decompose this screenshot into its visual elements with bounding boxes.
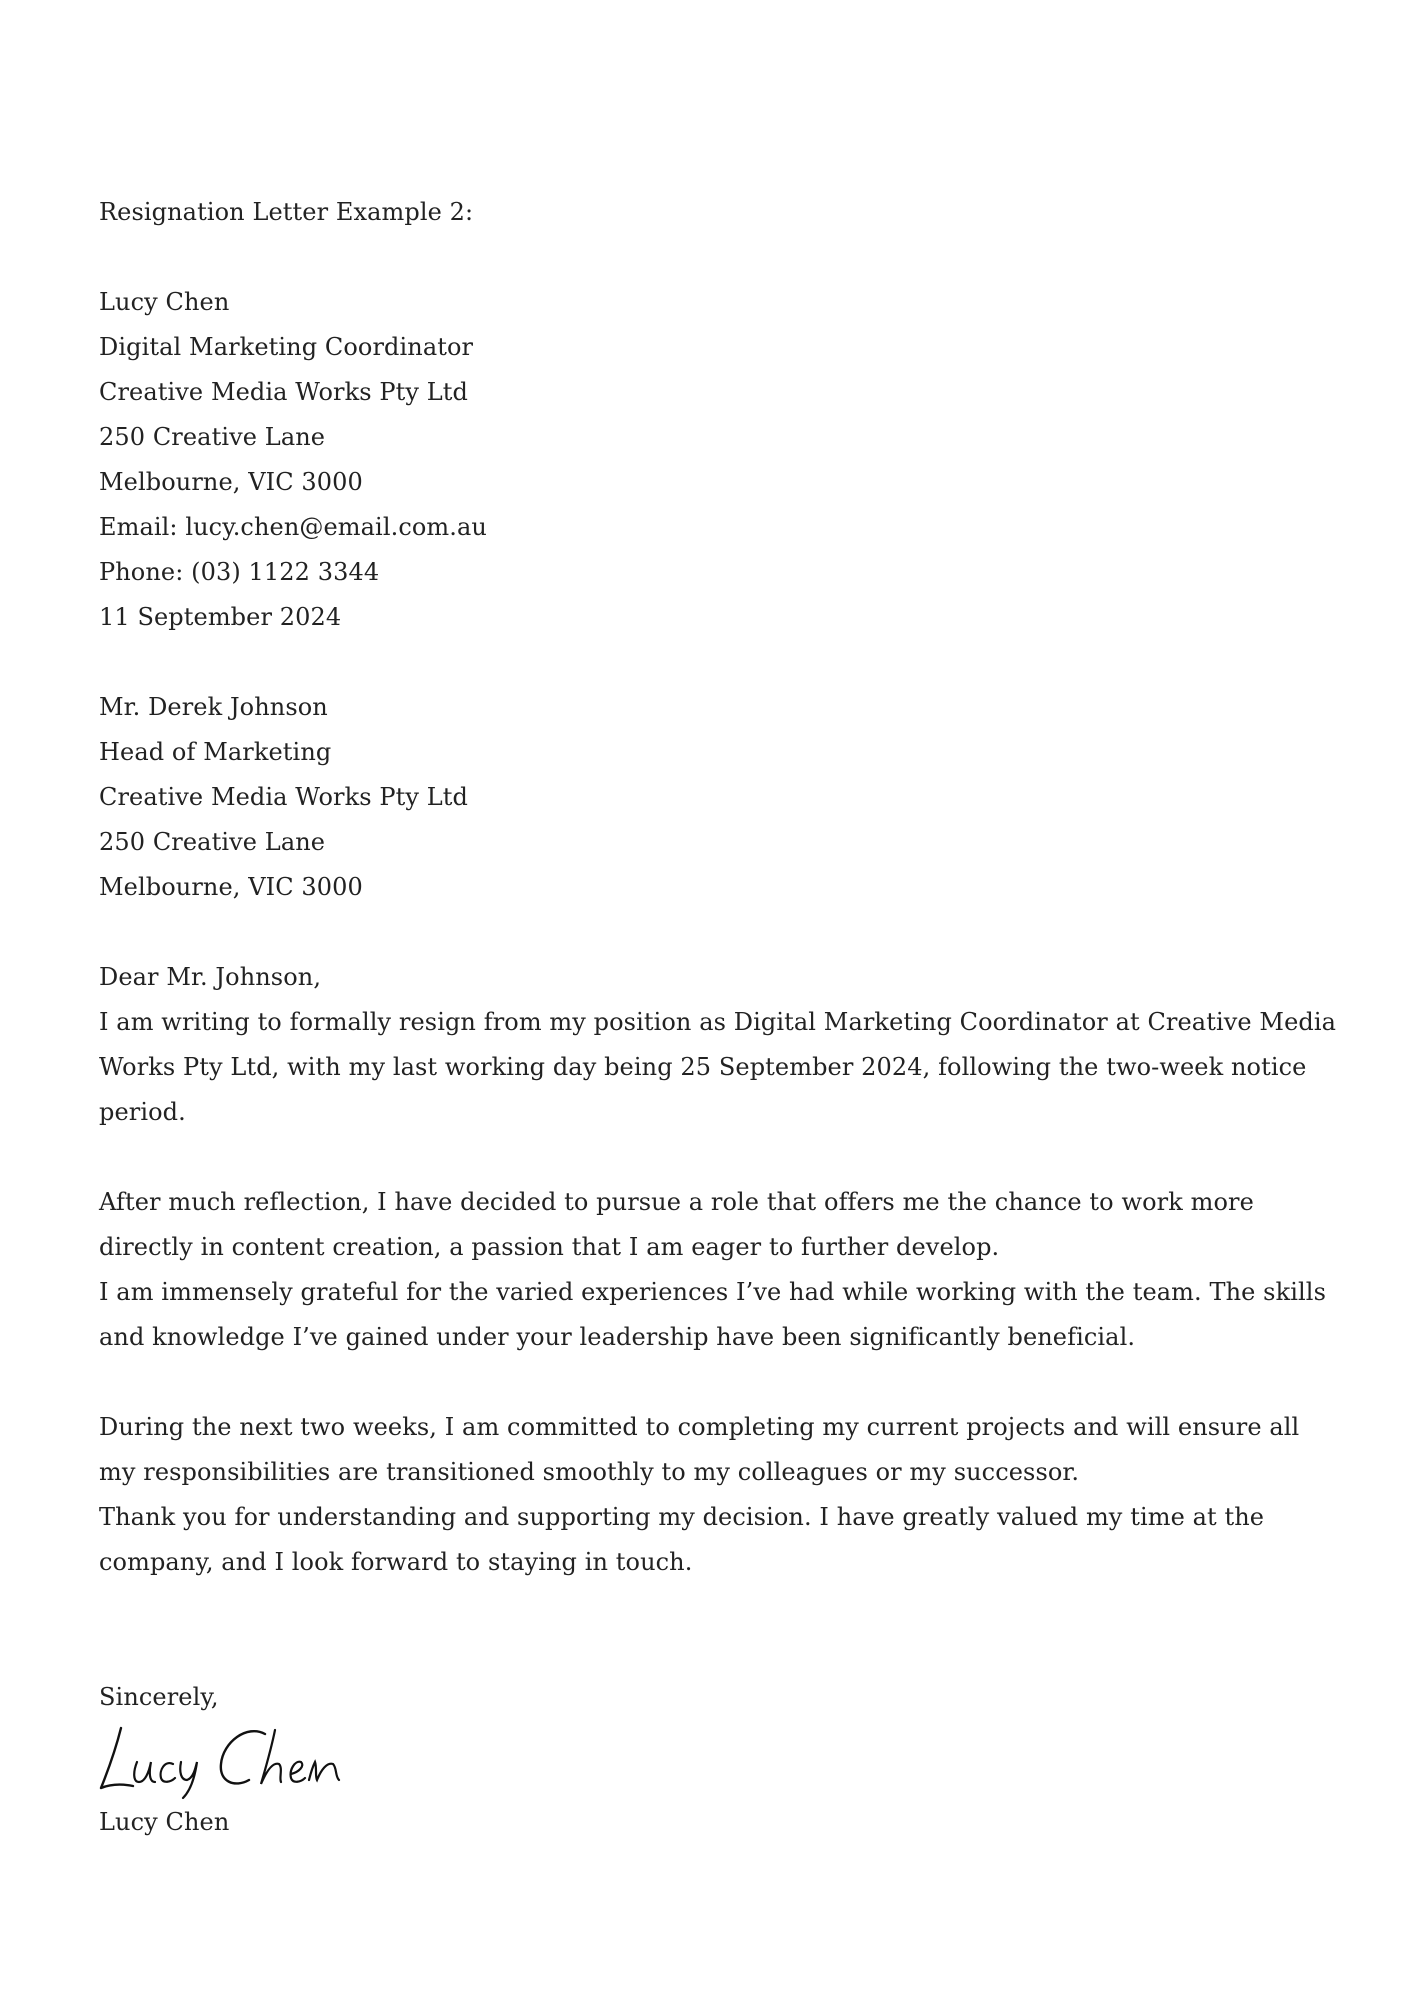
body-paragraph-2: After much reflection, I have decided to pursue a role that offers me the chance to work more directly in content creation, a passion that I am eager to further develop. [99,1188,1254,1261]
sender-phone: Phone: (03) 1122 3344 [99,558,380,586]
sender-company: Creative Media Works Pty Ltd [99,378,468,406]
body-paragraph-4: During the next two weeks, I am committed to completing my current projects and will ensure all my responsibilities are transitioned smoothly to my colleagues or my successor. [99,1413,1300,1486]
sender-email: Email: lucy.chen@email.com.au [99,513,487,541]
letter-page [99,190,1339,1845]
sender-name: Lucy Chen [99,288,230,316]
letter-body [99,955,1339,1585]
recipient-name: Mr. Derek Johnson [99,693,328,721]
handwritten-signature [99,1720,399,1800]
document-heading: Resignation Letter Example 2: [99,198,474,226]
recipient-street: 250 Creative Lane [99,828,326,856]
recipient-title: Head of Marketing [99,738,332,766]
spacer [99,1135,1339,1180]
closing-block [99,1675,1339,1845]
spacer [99,1360,1339,1405]
recipient-block [99,685,1339,910]
signature [99,1720,1339,1800]
spacer [99,235,1339,280]
body-paragraph-1: I am writing to formally resign from my position as Digital Marketing Coordinator at Creative Media Works Pty Ltd, with my last working day being 25 September 2024, following the two-week notice period. [99,1008,1337,1126]
salutation: Dear Mr. Johnson, [99,963,322,991]
body-paragraph-3: I am immensely grateful for the varied experiences I’ve had while working with the team. The skills and knowledge I’ve gained under your leadership have been significantly beneficial. [99,1278,1326,1351]
closing: Sincerely, [99,1683,219,1711]
spacer [99,1585,1339,1675]
sender-city: Melbourne, VIC 3000 [99,468,363,496]
sender-street: 250 Creative Lane [99,423,326,451]
spacer [99,910,1339,955]
body-paragraph-5: Thank you for understanding and supporting my decision. I have greatly valued my time at the company, and I look forward to staying in touch. [99,1503,1265,1576]
letter-date: 11 September 2024 [99,603,342,631]
recipient-city: Melbourne, VIC 3000 [99,873,363,901]
signed-name: Lucy Chen [99,1808,230,1836]
sender-title: Digital Marketing Coordinator [99,333,474,361]
recipient-company: Creative Media Works Pty Ltd [99,783,468,811]
spacer [99,640,1339,685]
sender-block [99,280,1339,640]
